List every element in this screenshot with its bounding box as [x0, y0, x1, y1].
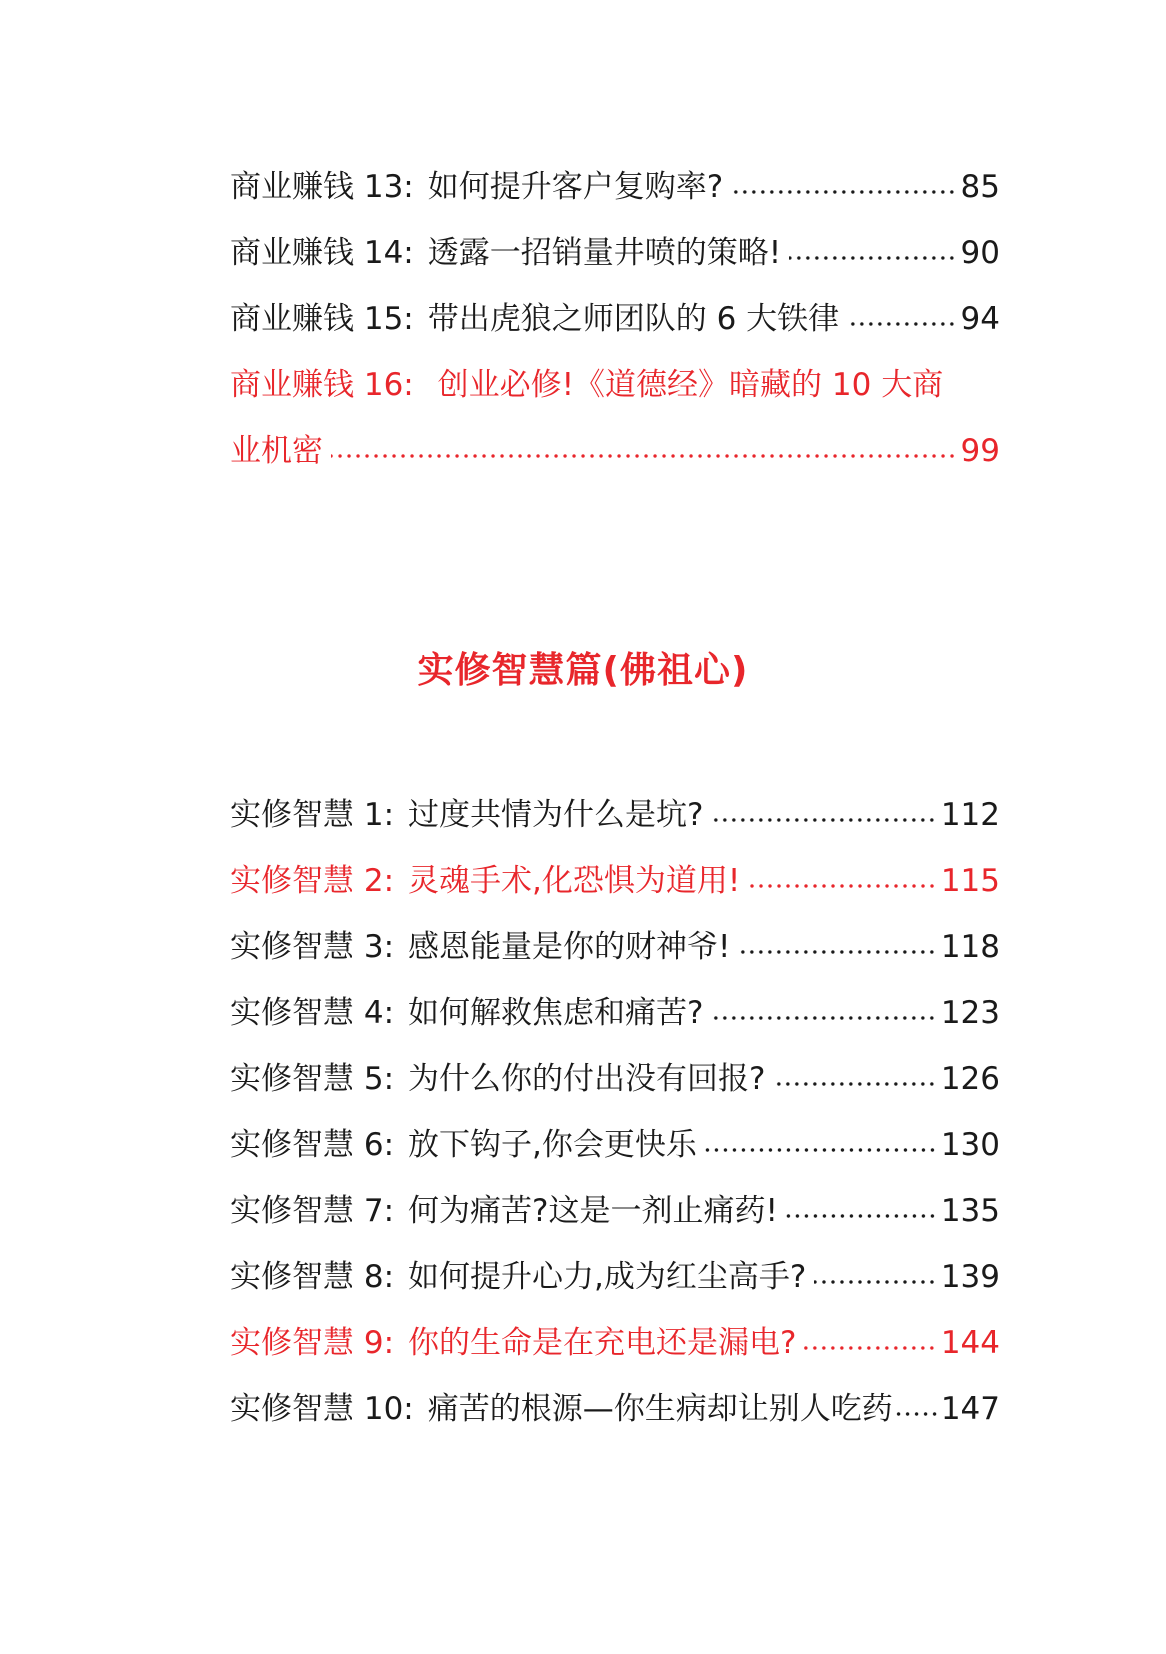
toc-entry-highlighted[interactable] [230, 1310, 1000, 1376]
toc-entry[interactable] [230, 1376, 1000, 1442]
toc-entry-prefix: 实修智慧 3: [230, 929, 395, 965]
toc-section-practice [230, 782, 1000, 1442]
toc-entry-page: 135 [940, 1193, 1000, 1229]
toc-entry-title: 带出虎狼之师团队的 6 大铁律 [427, 301, 840, 337]
toc-entry-page: 126 [940, 1061, 1000, 1097]
toc-entry[interactable] [230, 1244, 1000, 1310]
dot-leader [711, 1015, 936, 1021]
toc-section-business [230, 154, 1000, 484]
toc-entry-prefix: 商业赚钱 16: [230, 367, 414, 403]
toc-entry-title: 放下钩子,你会更快乐 [408, 1127, 697, 1163]
dot-leader [773, 1081, 936, 1087]
toc-entry-prefix: 实修智慧 6: [230, 1127, 395, 1163]
dot-leader [847, 321, 956, 327]
toc-entry[interactable] [230, 154, 1000, 220]
toc-entry-page: 115 [940, 863, 1000, 899]
toc-entry[interactable] [230, 220, 1000, 286]
toc-entry-prefix: 实修智慧 2: [230, 863, 395, 899]
toc-entry-page: 118 [940, 929, 1000, 965]
section-heading: 实修智慧篇(佛祖心) [417, 650, 749, 691]
toc-entry-title-continued: 业机密 [230, 433, 323, 469]
toc-entry-title: 为什么你的付出没有回报? [408, 1061, 766, 1097]
toc-entry[interactable] [230, 980, 1000, 1046]
toc-entry-page: 112 [940, 797, 1000, 833]
toc-entry-title: 何为痛苦?这是一剂止痛药! [408, 1193, 778, 1229]
dot-leader [786, 1213, 937, 1219]
toc-entry-title: 灵魂手术,化恐惧为道用! [408, 863, 741, 899]
toc-entry-highlighted[interactable] [230, 848, 1000, 914]
toc-entry[interactable] [230, 782, 1000, 848]
toc-entry-page: 130 [940, 1127, 1000, 1163]
dot-leader [814, 1279, 936, 1285]
toc-entry-title: 你的生命是在充电还是漏电? [408, 1325, 797, 1361]
toc-entry-page: 139 [940, 1259, 1000, 1295]
toc-entry-page: 123 [940, 995, 1000, 1031]
toc-entry-title: 如何解救焦虑和痛苦? [408, 995, 704, 1031]
dot-leader [331, 453, 957, 459]
toc-entry-title: 如何提升客户复购率? [427, 169, 724, 205]
toc-entry-page: 90 [960, 235, 1000, 271]
toc-entry-title: 过度共情为什么是坑? [408, 797, 704, 833]
dot-leader [895, 1411, 939, 1417]
toc-entry[interactable] [230, 1178, 1000, 1244]
toc-entry-title: 感恩能量是你的财神爷! [408, 929, 731, 965]
dot-leader [804, 1345, 936, 1351]
toc-entry-prefix: 商业赚钱 15: [230, 301, 414, 337]
toc-entry[interactable] [230, 914, 1000, 980]
toc-entry-prefix: 实修智慧 7: [230, 1193, 395, 1229]
dot-leader [738, 949, 936, 955]
toc-entry-prefix: 实修智慧 9: [230, 1325, 395, 1361]
toc-entry-title: 痛苦的根源—你生病却让别人吃药 [427, 1391, 893, 1427]
dot-leader [789, 255, 956, 261]
dot-leader [705, 1147, 937, 1153]
dot-leader [748, 883, 937, 889]
toc-entry-prefix: 实修智慧 5: [230, 1061, 395, 1097]
toc-entry-page: 99 [960, 433, 1000, 469]
toc-entry-page: 147 [940, 1391, 1000, 1427]
toc-entry-title: 创业必修!《道德经》暗藏的 10 大商 [437, 367, 944, 403]
toc-entry-title: 透露一招销量井喷的策略! [427, 235, 782, 271]
toc-entry[interactable] [230, 1112, 1000, 1178]
toc-entry[interactable] [230, 1046, 1000, 1112]
toc-entry-prefix: 实修智慧 4: [230, 995, 395, 1031]
toc-entry-title: 如何提升心力,成为红尘高手? [408, 1259, 807, 1295]
toc-entry[interactable] [230, 286, 1000, 352]
toc-entry-page: 144 [940, 1325, 1000, 1361]
toc-entry-page: 94 [960, 301, 1000, 337]
dot-leader [731, 189, 956, 195]
toc-entry-prefix: 商业赚钱 13: [230, 169, 414, 205]
toc-entry-prefix: 实修智慧 10: [230, 1391, 414, 1427]
toc-entry-highlighted[interactable] [230, 352, 1000, 484]
toc-entry-prefix: 实修智慧 8: [230, 1259, 395, 1295]
dot-leader [711, 817, 936, 823]
toc-entry-prefix: 实修智慧 1: [230, 797, 395, 833]
toc-entry-prefix: 商业赚钱 14: [230, 235, 414, 271]
toc-entry-page: 85 [960, 169, 1000, 205]
